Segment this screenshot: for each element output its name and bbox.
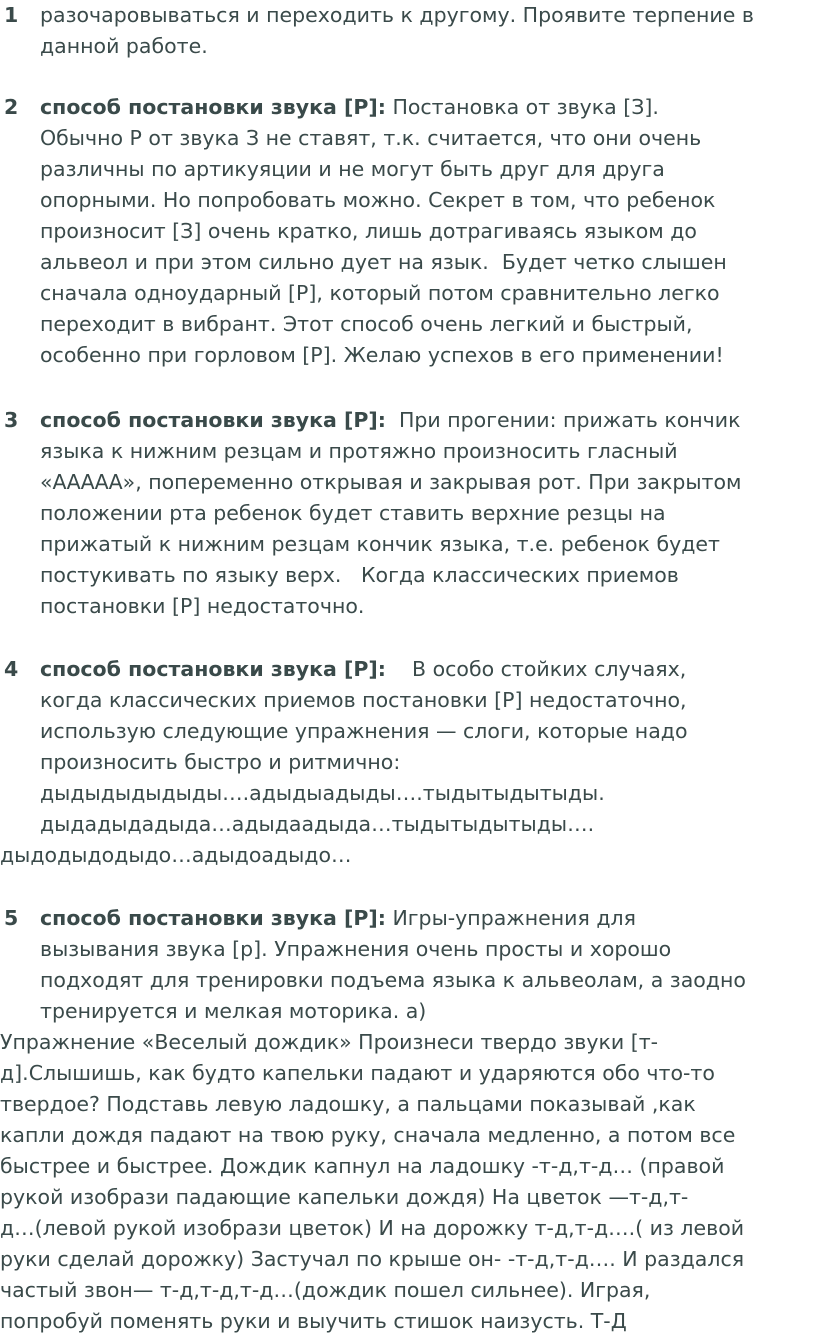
text-line: разочаровываться и переходить к другому. Проявите терпение в: [40, 3, 754, 27]
text-line: руки сделай дорожку) Застучал по крыше он- -т-д,т-д…. И раздался: [0, 1247, 745, 1271]
item-heading: способ постановки звука [Р]:: [40, 95, 386, 119]
item-heading: способ постановки звука [Р]:: [40, 906, 386, 930]
item-number: 5: [4, 906, 19, 930]
text-line: когда классических приемов постановки [Р] недостаточно,: [40, 688, 687, 712]
text-line: способ постановки звука [Р]: Игры-упражнения для: [40, 906, 636, 930]
text-line: д…(левой рукой изобрази цветок) И на дорожку т-д,т-д….( из левой: [0, 1216, 745, 1240]
text-line: постукивать по языку верх. Когда классических приемов: [40, 563, 679, 587]
text-line: д].Слышишь, как будто капельки падают и ударяются обо что-то: [0, 1061, 715, 1085]
item-number: 2: [4, 95, 19, 119]
text-line: языка к нижним резцам и протяжно произносить гласный: [40, 439, 678, 463]
text-line: «ААААА», попеременно открывая и закрывая рот. При закрытом: [40, 470, 742, 494]
text-line: способ постановки звука [Р]: При прогении: прижать кончик: [40, 408, 741, 432]
text-line: постановки [Р] недостаточно.: [40, 594, 365, 618]
text-line: способ постановки звука [Р]: В особо стойких случаях,: [40, 657, 687, 681]
text-line: быстрее и быстрее. Дождик капнул на ладошку -т-д,т-д… (правой: [0, 1154, 725, 1178]
item-number: 1: [4, 3, 19, 27]
text-line: рукой изобрази падающие капельки дождя) На цветок —т-д,т-: [0, 1185, 689, 1209]
text-line: особенно при горловом [Р]. Желаю успехов в его применении!: [40, 343, 724, 367]
text-line: Обычно Р от звука З не ставят, т.к. считается, что они очень: [40, 126, 702, 150]
text-line: положении рта ребенок будет ставить верхние резцы на: [40, 501, 666, 525]
text-line: произносить быстро и ритмично:: [40, 750, 401, 774]
text-line: сначала одноударный [Р], который потом сравнительно легко: [40, 281, 720, 305]
text-line: переходит в вибрант. Этот способ очень легкий и быстрый,: [40, 312, 693, 336]
text-line: различны по артикуяции и не могут быть друг для друга: [40, 157, 665, 181]
text-line: твердое? Подставь левую ладошку, а пальцами показывай ,как: [0, 1092, 696, 1116]
text-line: тренируется и мелкая моторика. а): [40, 999, 427, 1023]
text-line: опорными. Но попробовать можно. Секрет в том, что ребенок: [40, 188, 716, 212]
text-line: попробуй поменять руки и выучить стишок наизусть. Т-Д: [0, 1309, 627, 1333]
text-line: прижатый к нижним резцам кончик языка, т.е. ребенок будет: [40, 532, 720, 556]
item-heading: способ постановки звука [Р]:: [40, 657, 386, 681]
text-line: дыдодыдодыдо…адыдоадыдо…: [0, 843, 352, 867]
text-line: использую следующие упражнения — слоги, которые надо: [40, 719, 688, 743]
text-line: дыдыдыдыдыды….адыдыадыды….тыдытыдытыды.: [40, 781, 605, 805]
item-number: 3: [4, 408, 19, 432]
text-line: вызывания звука [р]. Упражнения очень просты и хорошо: [40, 937, 672, 961]
text-line: альвеол и при этом сильно дует на язык. Будет четко слышен: [40, 250, 727, 274]
text-line: Упражнение «Веселый дождик» Произнеси твердо звуки [т-: [0, 1030, 659, 1054]
item-heading: способ постановки звука [Р]:: [40, 408, 386, 432]
item-number: 4: [4, 657, 19, 681]
text-line: капли дождя падают на твою руку, сначала медленно, а потом все: [0, 1123, 736, 1147]
text-line: дыдадыдадыда…адыдаадыда…тыдытыдытыды….: [40, 812, 595, 836]
text-line: данной работе.: [40, 34, 208, 58]
text-line: подходят для тренировки подъема языка к альвеолам, а заодно: [40, 968, 746, 992]
text-line: произносит [З] очень кратко, лишь дотрагиваясь языком до: [40, 219, 697, 243]
text-line: частый звон— т-д,т-д,т-д…(дождик пошел сильнее). Играя,: [0, 1278, 651, 1302]
text-line: способ постановки звука [Р]: Постановка от звука [З].: [40, 95, 659, 119]
